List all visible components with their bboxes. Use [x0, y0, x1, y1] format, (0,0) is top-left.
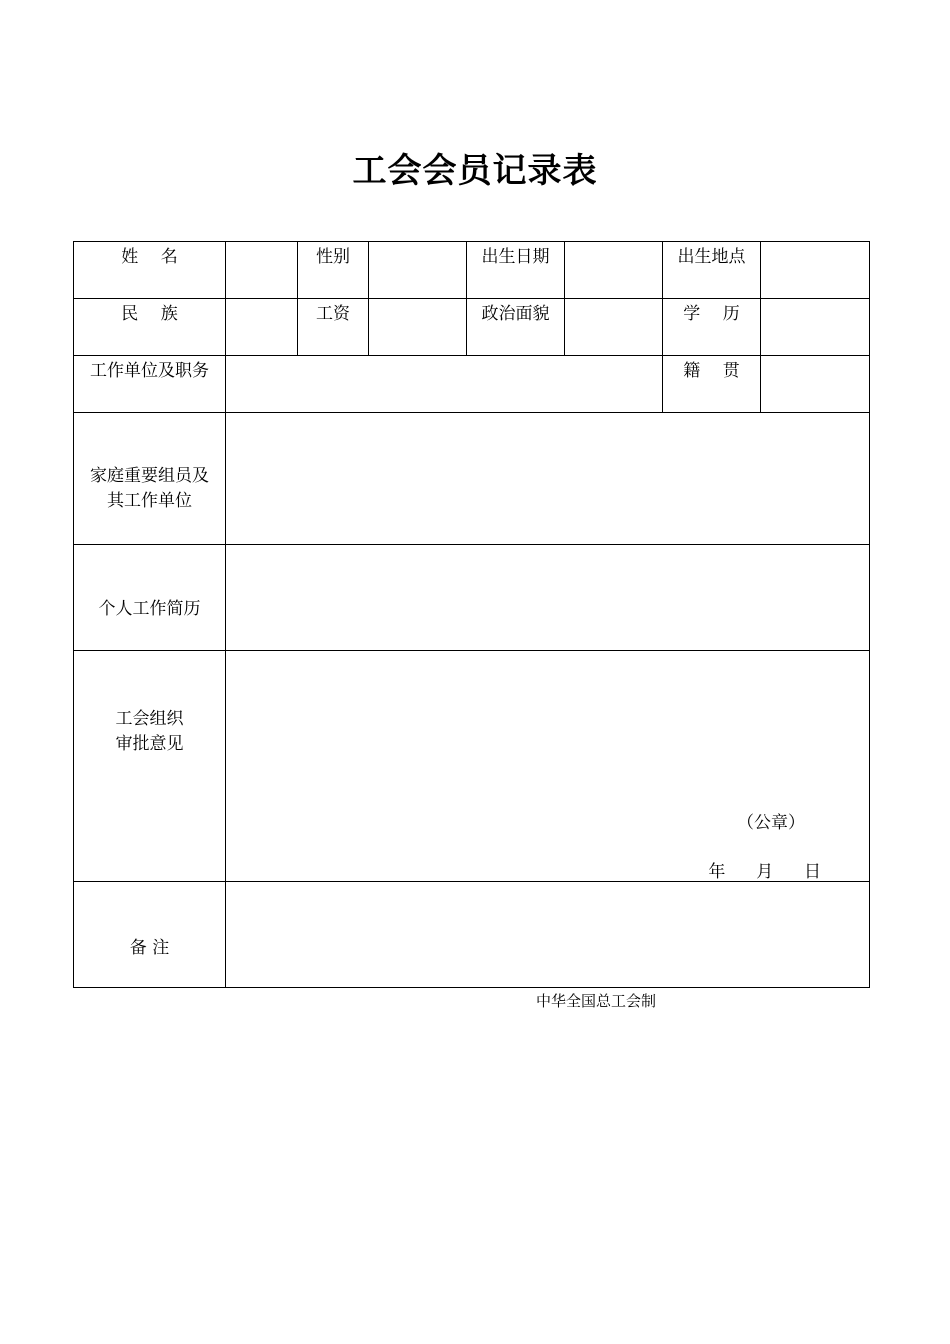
- table-row: [74, 545, 870, 651]
- date-day: 日: [804, 862, 821, 882]
- approval-date: [708, 857, 821, 882]
- seal-text: （公章）: [737, 813, 805, 833]
- issuer-footer: 中华全国总工会制: [536, 992, 657, 1010]
- education-field[interactable]: [761, 299, 870, 356]
- gender-label: 性别: [298, 242, 369, 299]
- family-field[interactable]: [226, 413, 870, 545]
- name-label: 姓 名: [74, 242, 226, 299]
- workplace-label: 工作单位及职务: [74, 356, 226, 413]
- date-month: 月: [756, 862, 774, 882]
- remark-label: 备 注: [74, 882, 226, 988]
- table-row: [74, 356, 870, 413]
- resume-label: 个人工作简历: [74, 545, 226, 651]
- salary-field[interactable]: [369, 299, 467, 356]
- name-field[interactable]: [226, 242, 298, 299]
- approval-field[interactable]: [226, 651, 870, 882]
- native-place-label: 籍 贯: [663, 356, 761, 413]
- table-row: [74, 413, 870, 545]
- workplace-field[interactable]: [226, 356, 663, 413]
- record-table: [73, 241, 870, 988]
- table-row: [74, 299, 870, 356]
- political-status-field[interactable]: [565, 299, 663, 356]
- ethnicity-field[interactable]: [226, 299, 298, 356]
- member-record-form: [73, 241, 870, 988]
- table-row: [74, 651, 870, 882]
- remark-field[interactable]: [226, 882, 870, 988]
- resume-field[interactable]: [226, 545, 870, 651]
- approval-label-line-2: 审批意见: [115, 734, 184, 754]
- birth-place-label: 出生地点: [663, 242, 761, 299]
- native-place-field[interactable]: [761, 356, 870, 413]
- family-label-line-2: 其工作单位: [107, 490, 192, 511]
- birth-date-label: 出生日期: [467, 242, 565, 299]
- date-year: 年: [708, 862, 726, 882]
- salary-label: 工资: [298, 299, 369, 356]
- family-label: [74, 413, 226, 545]
- table-row: [74, 242, 870, 299]
- page-title: 工会会员记录表: [352, 151, 598, 191]
- ethnicity-label: 民 族: [74, 299, 226, 356]
- approval-label-line-1: 工会组织: [115, 709, 184, 729]
- gender-field[interactable]: [369, 242, 467, 299]
- table-row: [74, 882, 870, 988]
- political-status-label: 政治面貌: [467, 299, 565, 356]
- family-label-line-1: 家庭重要组员及: [90, 465, 209, 486]
- birth-place-field[interactable]: [761, 242, 870, 299]
- birth-date-field[interactable]: [565, 242, 663, 299]
- approval-label: [74, 651, 226, 882]
- education-label: 学 历: [663, 299, 761, 356]
